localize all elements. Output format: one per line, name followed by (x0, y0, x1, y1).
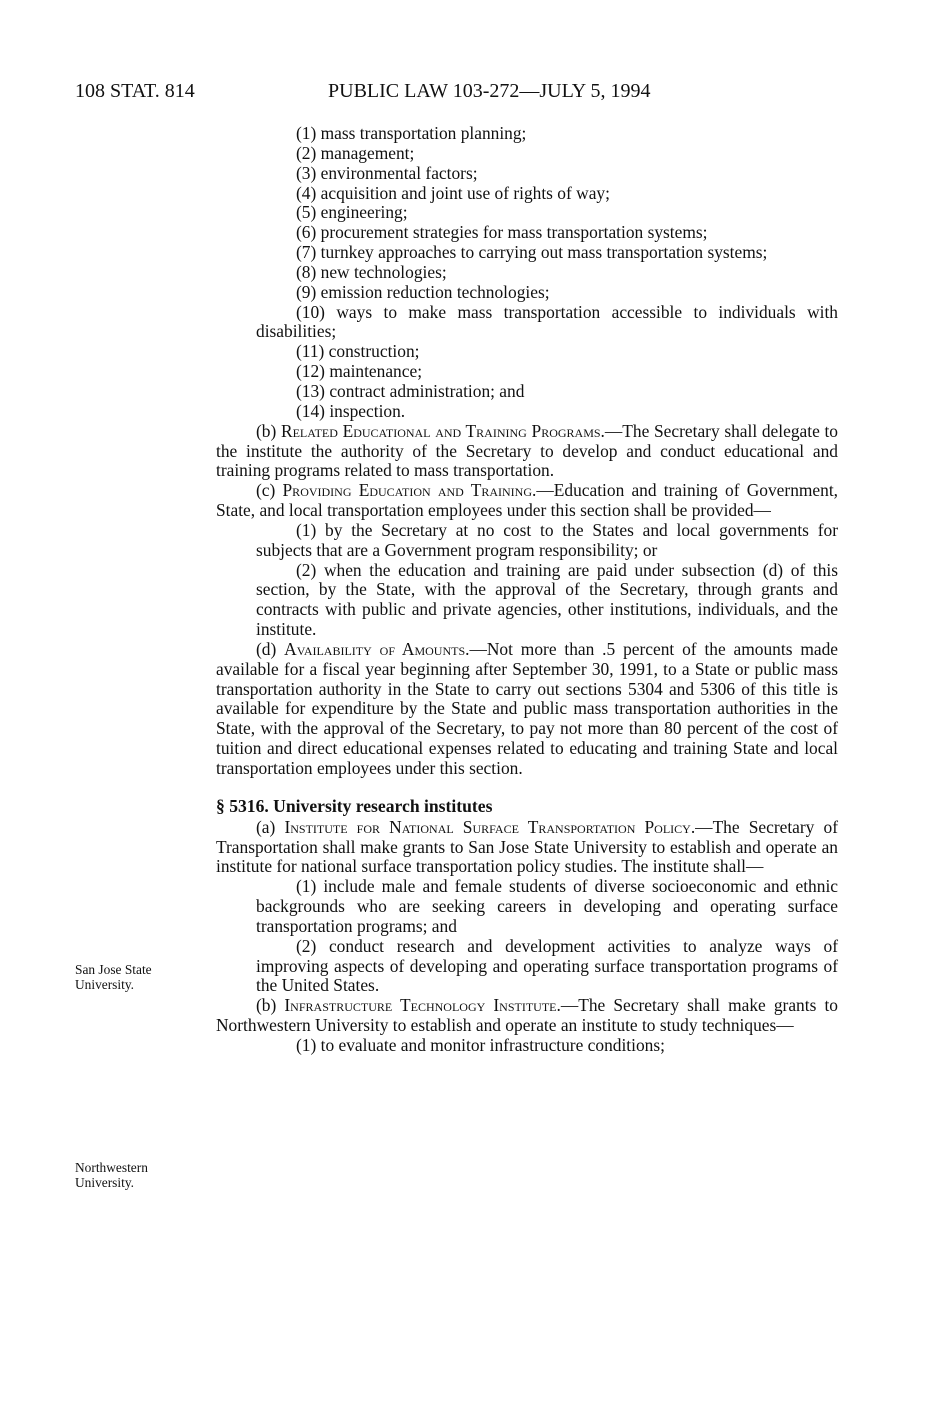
subsection-text: —Not more than .5 percent of the amounts made available for a fiscal year beginning after September 30, 1991, to a State or public mass transportation authority in the State to carry out sections 5304 and 5306 of this title is available for expenditure by the State and public mass transportation authorities in the State, with the approval of the Secretary, to pay not more than 80 percent of the cost of tuition and direct educational expenses related to educating and training State and local transportation employees under this section. (216, 638, 838, 778)
subsection-text: —The Secretary of Transportation shall make grants to San Jose State University to establish and operate an institute for national surface transportation policy studies. The institute shall— (216, 816, 838, 877)
margin-note-san-jose: San Jose State University. (75, 962, 152, 992)
subsection-heading: Infrastructure Technology Institute. (284, 995, 561, 1016)
subsection-text: —The Secretary shall make grants to Northwestern University to establish and operate an institute to study techniques— (216, 995, 838, 1036)
list-item: (1) include male and female students of diverse socioeconomic and ethnic backgrounds who are seeking careers in developing and operating surface transportation programs; and (256, 876, 838, 936)
subsection-c (216, 481, 838, 521)
list-item: (2) when the education and training are paid under subsection (d) of this section, by the State, with the approval of the Secretary, through grants and contracts with public and private agencies, other institutions, individuals, and the institute. (256, 559, 838, 640)
subsection-label: (b) (256, 420, 277, 441)
list-item: (5) engineering; (296, 202, 408, 223)
list-item: (1) to evaluate and monitor infrastructure conditions; (296, 1034, 665, 1055)
list-item: (10) ways to make mass transportation accessible to individuals with disabilities; (256, 301, 838, 342)
list-item: (2) management; (296, 142, 415, 163)
subsection-label: (d) (256, 638, 277, 659)
subsection-label: (c) (256, 480, 276, 501)
subsection-heading: Related Educational and Training Programs. (280, 420, 605, 441)
subsection-d (216, 640, 838, 779)
subsection-label: (a) (256, 816, 276, 837)
list-item: (2) conduct research and development activities to analyze ways of improving aspects of developing and operating surface transportation programs of the United States. (256, 935, 838, 996)
subsection-text: —Education and training of Government, State, and local transportation employees under this section shall be provided— (216, 480, 839, 521)
list-item: (14) inspection. (296, 400, 406, 421)
list-item: (1) mass transportation planning; (296, 123, 527, 143)
subsection-heading: Availability of Amounts. (284, 638, 470, 659)
subsection-text: —The Secretary shall delegate to the institute the authority of the Secretary to develop and conduct educational and training programs related to mass transportation. (216, 420, 838, 481)
list-item: (11) construction; (296, 341, 420, 362)
list-item: (3) environmental factors; (296, 162, 478, 183)
margin-note-northwestern: Northwestern University. (75, 1160, 148, 1190)
subsection-heading: Institute for National Surface Transportation Policy. (284, 816, 696, 837)
list-item: (1) by the Secretary at no cost to the States and local governments for subjects that are a Government program responsibility; or (256, 519, 838, 560)
document-body (216, 124, 838, 1056)
subsection-label: (b) (256, 995, 277, 1016)
list-item: (13) contract administration; and (296, 380, 525, 401)
subsection-heading: Providing Education and Training. (282, 480, 537, 501)
list-item: (8) new technologies; (296, 261, 447, 282)
section-5316-subsection-a (216, 818, 838, 878)
list-item: (7) turnkey approaches to carrying out mass transportation systems; (296, 242, 768, 263)
section-heading: § 5316. University research institutes (216, 795, 493, 816)
subsection-b (216, 422, 838, 482)
public-law-title: PUBLIC LAW 103-272—JULY 5, 1994 (328, 80, 651, 102)
statute-citation: 108 STAT. 814 (75, 80, 195, 102)
section-5316-subsection-b (216, 996, 838, 1036)
list-item: (9) emission reduction technologies; (296, 281, 550, 302)
page-header (75, 78, 755, 104)
list-item: (6) procurement strategies for mass transportation systems; (296, 222, 708, 243)
list-item: (12) maintenance; (296, 361, 423, 382)
list-item: (4) acquisition and joint use of rights of way; (296, 182, 610, 203)
